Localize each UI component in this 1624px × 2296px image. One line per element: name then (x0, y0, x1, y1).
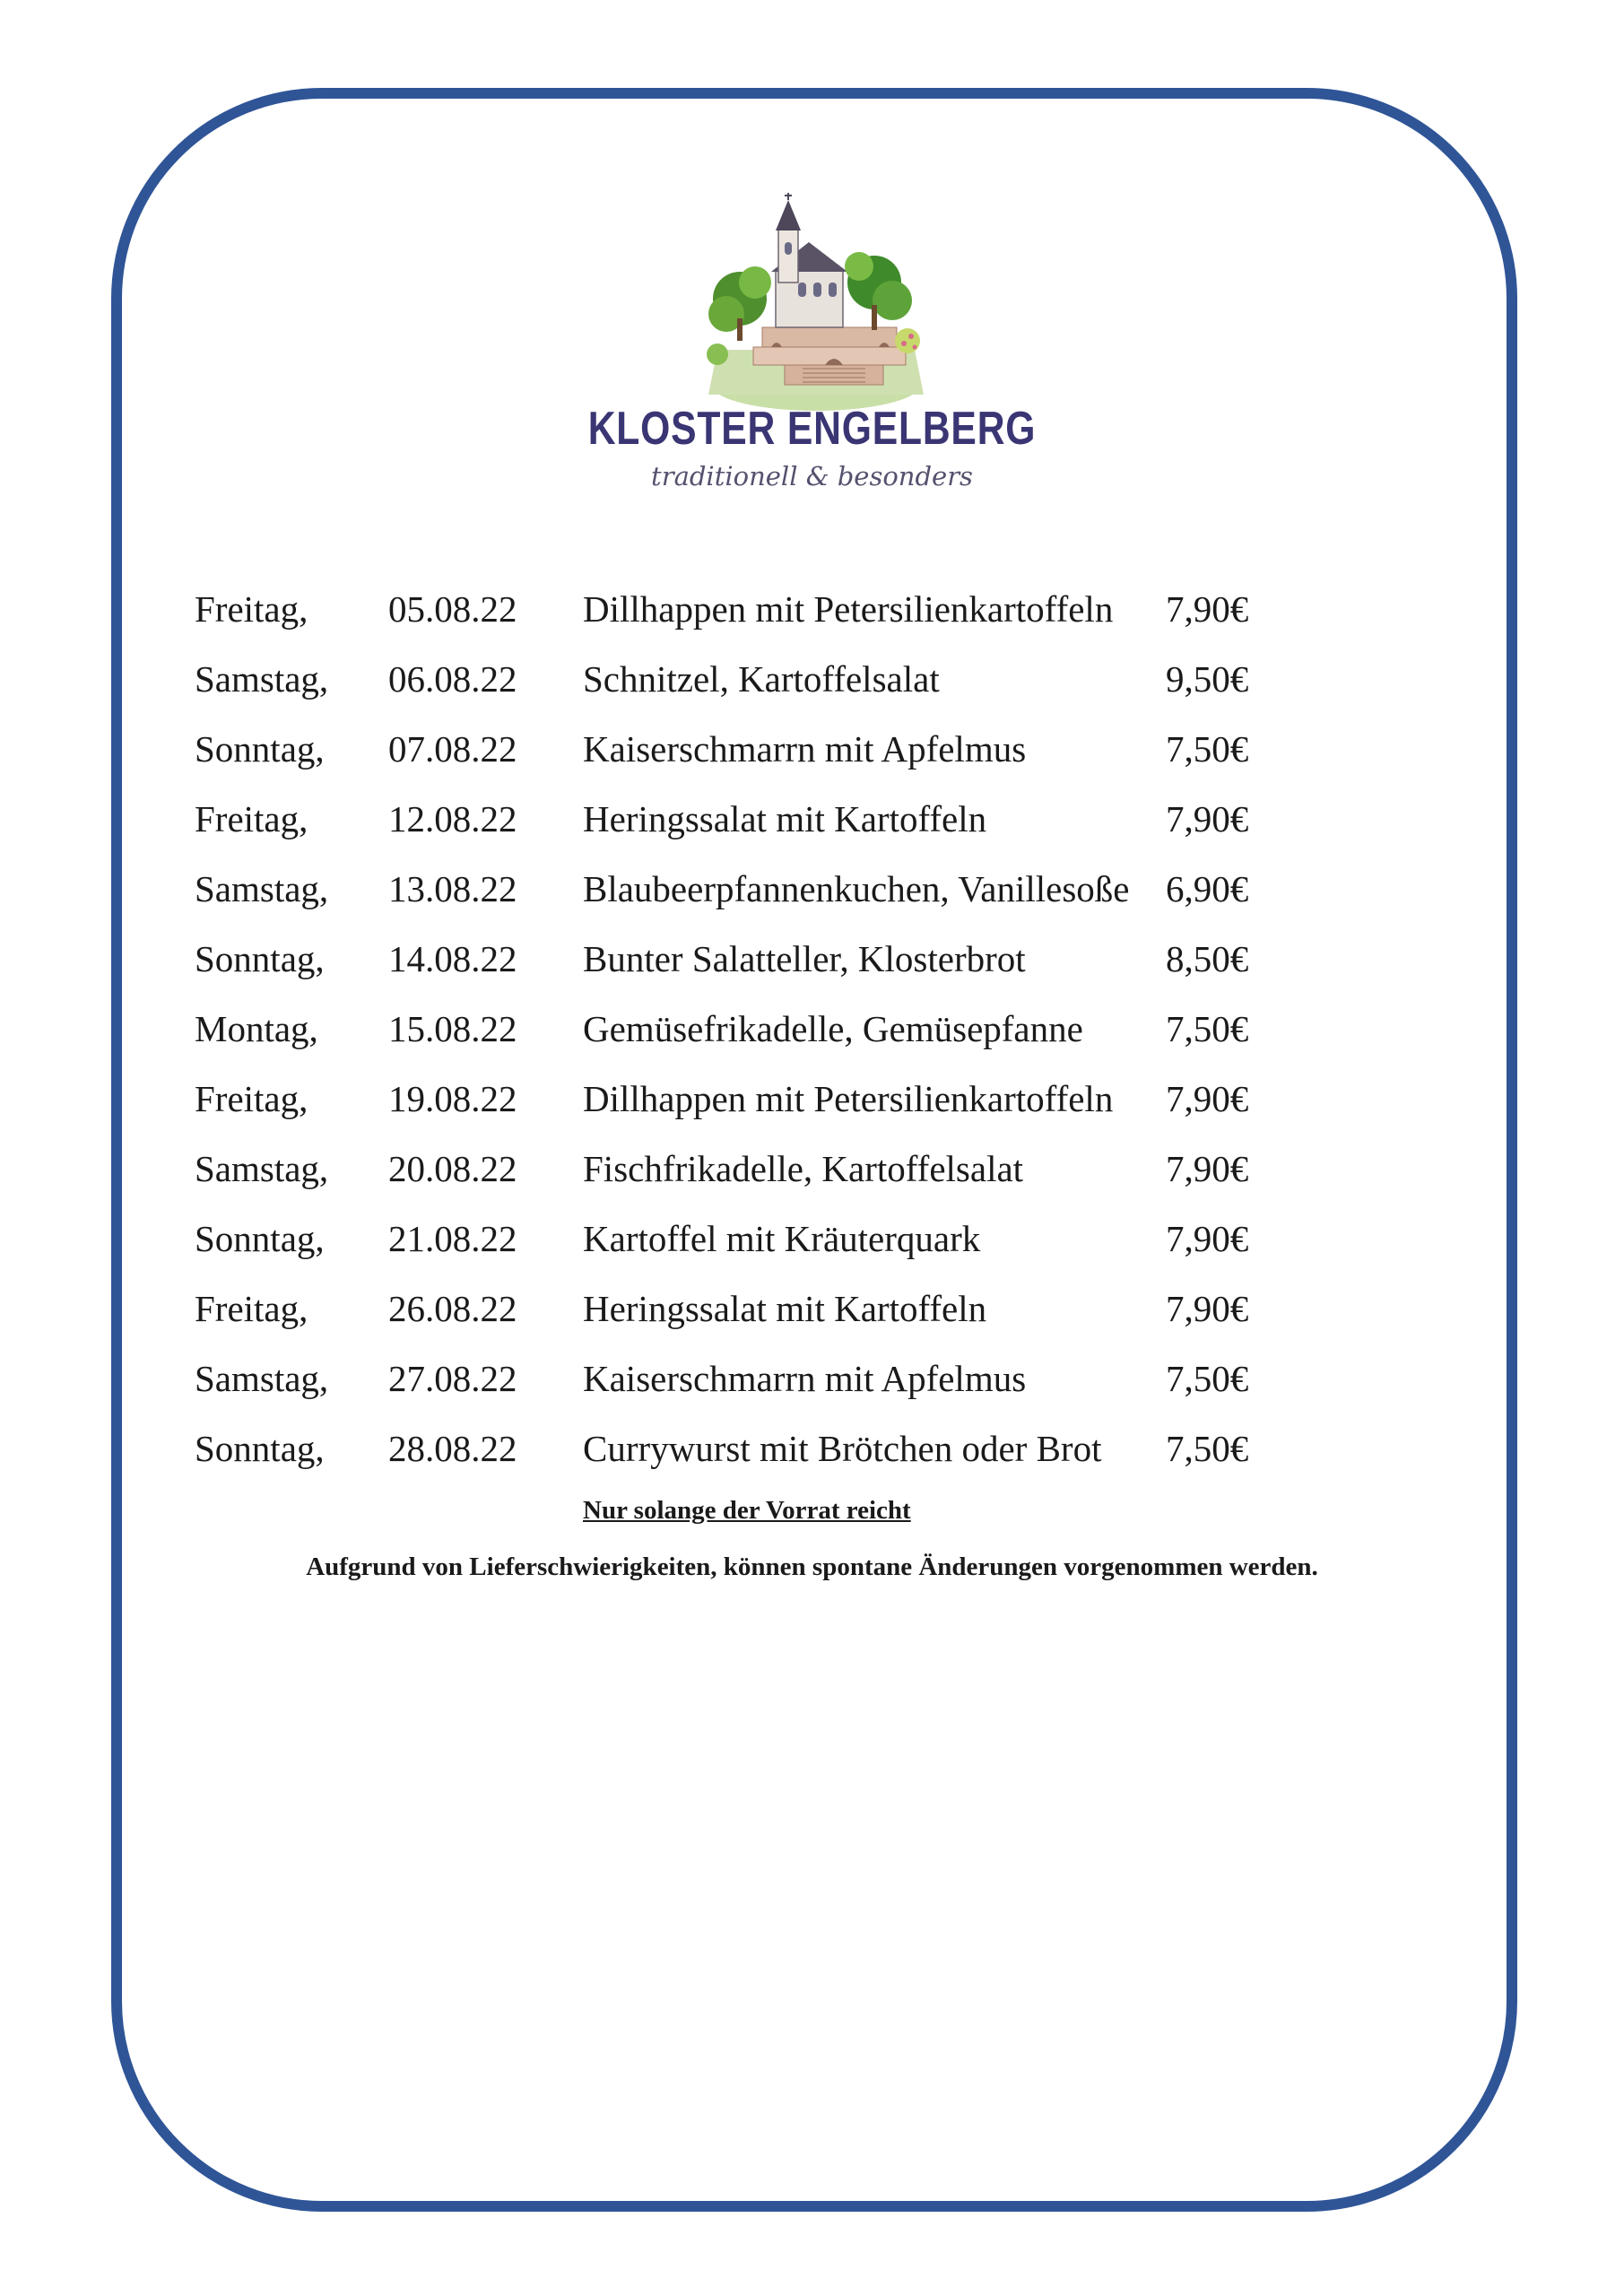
menu-price: 8,50€ (1166, 938, 1249, 979)
menu-row (0, 657, 1624, 727)
brand-name: KLOSTER ENGELBERG (587, 403, 1037, 455)
menu-price: 7,90€ (1166, 1078, 1249, 1119)
menu-dish: Fischfrikadelle, Kartoffelsalat (583, 1148, 1024, 1189)
menu-date: 14.08.22 (388, 938, 517, 979)
menu-date: 05.08.22 (388, 588, 517, 630)
menu-dish: Kaiserschmarrn mit Apfelmus (583, 1358, 1027, 1399)
menu-row (0, 1287, 1624, 1357)
menu-row (0, 1077, 1624, 1147)
delivery-notice: Aufgrund von Lieferschwierigkeiten, können spontane Änderungen vorgenommen werden. (306, 1552, 1318, 1581)
menu-price: 6,90€ (1166, 868, 1249, 909)
monastery-logo-illustration (699, 193, 933, 413)
menu-dish: Kartoffel mit Kräuterquark (583, 1218, 981, 1259)
menu-dish: Currywurst mit Brötchen oder Brot (583, 1428, 1102, 1469)
menu-day: Samstag, (195, 868, 329, 909)
menu-row (0, 797, 1624, 867)
menu-row (0, 1007, 1624, 1077)
menu-date: 27.08.22 (388, 1358, 517, 1399)
menu-day: Sonntag, (195, 728, 325, 770)
menu-dish: Dillhappen mit Petersilienkartoffeln (583, 588, 1114, 630)
menu-dish: Schnitzel, Kartoffelsalat (583, 658, 940, 700)
menu-day: Freitag, (195, 588, 308, 630)
brand-tagline: traditionell & besonders (651, 461, 973, 491)
menu-row (0, 867, 1624, 937)
menu-dish: Bunter Salatteller, Klosterbrot (583, 938, 1026, 979)
menu-row (0, 1217, 1624, 1287)
menu-row (0, 1357, 1624, 1427)
menu-row (0, 937, 1624, 1007)
menu-price: 9,50€ (1166, 658, 1249, 700)
menu-dish: Blaubeerpfannenkuchen, Vanillesoße (583, 868, 1130, 909)
menu-row (0, 1427, 1624, 1497)
menu-date: 28.08.22 (388, 1428, 517, 1469)
menu-day: Sonntag, (195, 1428, 325, 1469)
menu-price: 7,50€ (1166, 1428, 1249, 1469)
menu-date: 12.08.22 (388, 798, 517, 839)
menu-row (0, 1147, 1624, 1217)
menu-dish: Gemüsefrikadelle, Gemüsepfanne (583, 1008, 1083, 1049)
menu-day: Freitag, (195, 798, 308, 839)
menu-day: Samstag, (195, 1358, 329, 1399)
menu-dish: Kaiserschmarrn mit Apfelmus (583, 728, 1027, 770)
menu-price: 7,90€ (1166, 798, 1249, 839)
menu-day: Freitag, (195, 1288, 308, 1329)
menu-date: 26.08.22 (388, 1288, 517, 1329)
menu-dish: Dillhappen mit Petersilienkartoffeln (583, 1078, 1114, 1119)
menu-row (0, 727, 1624, 797)
menu-dish: Heringssalat mit Kartoffeln (583, 1288, 987, 1329)
menu-price: 7,90€ (1166, 588, 1249, 630)
menu-day: Sonntag, (195, 1218, 325, 1259)
menu-price: 7,90€ (1166, 1288, 1249, 1329)
menu-day: Freitag, (195, 1078, 308, 1119)
menu-date: 13.08.22 (388, 868, 517, 909)
menu-dish: Heringssalat mit Kartoffeln (583, 798, 987, 839)
menu-date: 20.08.22 (388, 1148, 517, 1189)
menu-date: 06.08.22 (388, 658, 517, 700)
menu-date: 07.08.22 (388, 728, 517, 770)
menu-day: Samstag, (195, 658, 329, 700)
menu-date: 19.08.22 (388, 1078, 517, 1119)
menu-price: 7,90€ (1166, 1148, 1249, 1189)
menu-day: Samstag, (195, 1148, 329, 1189)
menu-date: 15.08.22 (388, 1008, 517, 1049)
menu-row (0, 587, 1624, 657)
stock-notice: Nur solange der Vorrat reicht (583, 1496, 911, 1525)
menu-price: 7,50€ (1166, 1008, 1249, 1049)
menu-price: 7,90€ (1166, 1218, 1249, 1259)
menu-date: 21.08.22 (388, 1218, 517, 1259)
menu-day: Montag, (195, 1008, 318, 1049)
menu-day: Sonntag, (195, 938, 325, 979)
menu-price: 7,50€ (1166, 1358, 1249, 1399)
menu-price: 7,50€ (1166, 728, 1249, 770)
